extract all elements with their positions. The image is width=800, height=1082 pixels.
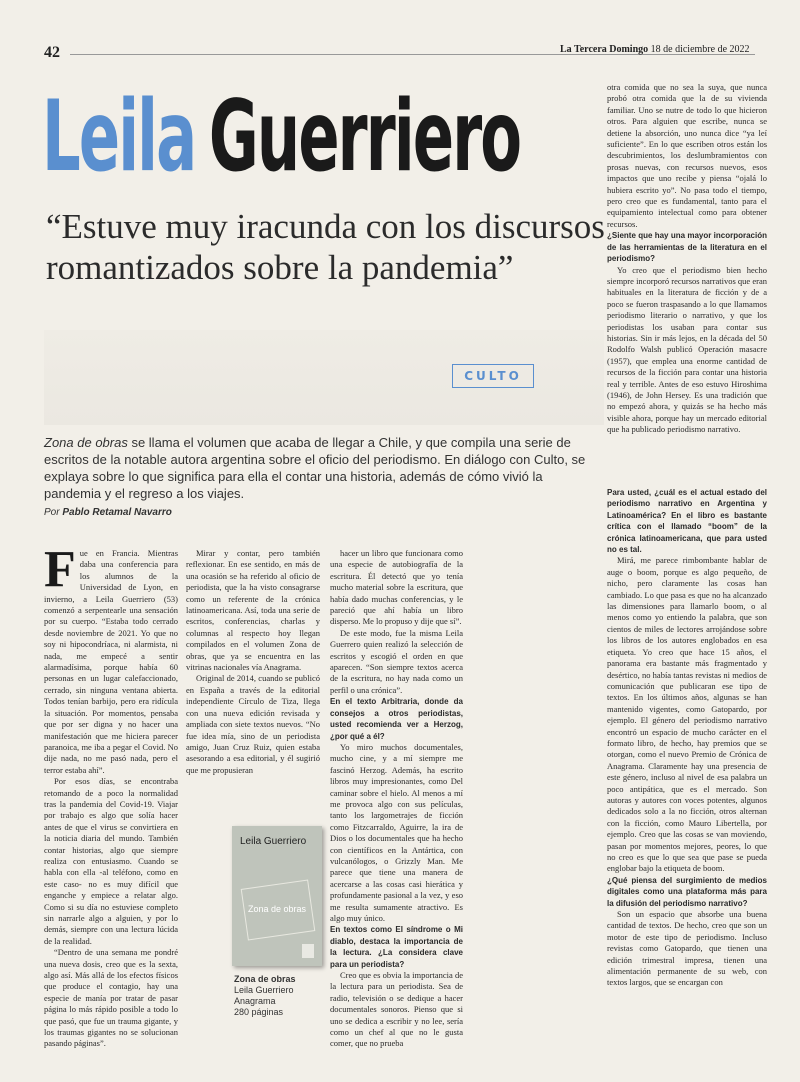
publication-name: La Tercera Domingo: [560, 44, 649, 55]
caption-author: Leila Guerriero: [234, 985, 294, 995]
column-4-upper: [607, 82, 767, 487]
interview-question: Para usted, ¿cuál es el actual estado del periodismo narrativo en Argentina y Latinoamérica? En el libro es bastante crítica con el llamado “boom” de la crónica latinoamericana, que para usted no es tal.: [607, 488, 767, 555]
book-cover-author: Leila Guerriero: [240, 836, 307, 847]
paragraph: Yo creo que el periodismo bien hecho siempre incorporó recursos narrativos que eran habituales en la literatura de ficción y de a poco se fueron traspasando a lo que llamamos periodismo literario o narrativo, y que los periodistas los usaban para contar sus historias. Sin ir más lejos, en la década del 50 Rodolfo Walsh publicó Operación masacre (1957), que emplea una enorme cantidad de recursos de la ficción para contar una historia real y terrible. Antes de eso estuvo Hiroshima (1946), de John Hersey. Es una tradición que no empezó ahora, y quizás se ha hecho más visible ahora, porque hay un mercado editorial que ha publicado periodismo narrativo.: [607, 264, 767, 435]
book-caption: [234, 974, 296, 1018]
book-cover-title: Zona de obras: [247, 904, 307, 914]
caption-title: Zona de obras: [234, 974, 296, 984]
masthead: [560, 44, 750, 55]
column-3: [330, 548, 463, 1049]
interview-question: ¿Siente que hay una mayor incorporación de las herramientas de la literatura en el periodismo?: [607, 231, 767, 264]
book-cover: [232, 826, 322, 966]
paragraph: Original de 2014, cuando se publicó en España a través de la editorial independiente Círculo de Tiza, llega con una nueva edición revisada y ampliada con siete textos nuevos. “No fue idea mía, sino de un periodista amigo, Juan Cruz Ruiz, quien estaba asesorando a esa editorial, y él sugirió que me propusieran: [186, 673, 320, 775]
first-name: Leila: [42, 80, 196, 194]
last-name: Guerriero: [208, 80, 521, 194]
byline-author: Pablo Retamal Navarro: [62, 507, 172, 518]
paragraph: “Dentro de una semana me pondré una nueva dosis, creo que es la sexta, algo así. Más allá de los efectos físicos que produce el contagio, hay una especie de manía por tratar de pasar página lo más rápido posible a todo lo que pasó, que fue un trauma gigante, y los traumas gigantes no se solucionan pasando páginas”.: [44, 947, 178, 1049]
paragraph: De este modo, fue la misma Leila Guerrero quien realizó la selección de escritos y escogió el orden en que aparecen. “Son siempre textos acerca de la escritura, no hay nada como un perfil o una crónica”.: [330, 627, 463, 695]
byline-prefix: Por: [44, 507, 60, 518]
column-4-lower: [607, 487, 767, 1022]
interview-question: En textos como El síndrome o Mi diablo, destaca la importancia de la lectura. ¿La considera clave para un periodista?: [330, 925, 463, 969]
caption-pages: 280 páginas: [234, 1007, 284, 1017]
paragraph: hacer un libro que funcionara como una especie de autobiografía de la escritura. Él detectó que yo tenía mucho material sobre la escritura, que había dado muchas conferencias, y le pareció que ahí había un libro disperso. Me lo propuso y dije que sí”.: [330, 548, 463, 627]
paragraph: Yo miro muchos documentales, mucho cine, y a mí siempre me fascinó Herzog. Además, ha escrito libros muy impresionantes, como Del caminar sobre el hielo. Al menos a mí me provoca algo con sus películas, tanto los largometrajes de ficción como Fitzcarraldo, Aguirre, la ira de Dios o los documentales que ha hecho con científicos en la Antártica, con vulcanólogos, o Grizzly Man. Me parece que tiene una manera de acercarse a las cosas casi hierática y profundamente pasional a la vez, y eso me resulta sumamente atractivo. Es algo muy único.: [330, 741, 463, 923]
lead-book-title: Zona de obras: [44, 435, 128, 450]
publisher-logo-icon: [302, 944, 314, 958]
paragraph: Creo que es obvia la importancia de la lectura para un periodista. Sea de radio, televisión o se dedique a hacer documentales sonoros. Pienso que si uno se dedica a escribir y no lee, sería como un chef al que no le gusta comer, que no prueba: [330, 970, 463, 1049]
interview-question: En el texto Arbitraria, donde da consejos a otros periodistas, usted recomienda ver a Herzog, ¿por qué a él?: [330, 697, 463, 741]
page-number: 42: [44, 44, 60, 61]
paragraph: otra comida que no sea la suya, que nunca probó otra comida que la de su vivienda familiar. Uno se nutre de todo lo que hicieron otros. Para alguien que escribe, nunca se detiene la absorción, uno nunca dice “ya leí suficiente”. En lo que escriben otros están los descubrimientos, los deslumbramientos con prosas nuevas, con recursos nuevos, esos impactos que uno recibe y piensa “ojalá lo hubiera escrito yo”. No pasa todo el tiempo, pero creo que es fundamental, tanto para el equipamiento intelectual como para obtener recursos.: [607, 82, 767, 229]
issue-date: 18 de diciembre de 2022: [650, 44, 750, 55]
column-2: [186, 548, 320, 818]
lead-text: se llama el volumen que acaba de llegar a Chile, y que compila una serie de escritos de la notable autora argentina sobre el oficio del periodismo. En diálogo con Culto, se explaya sobre lo que significa para ella el contar una historia, además de cómo vivió la pandemia y el regreso a los viajes.: [44, 435, 586, 501]
caption-publisher: Anagrama: [234, 996, 276, 1006]
column-1: [44, 541, 178, 1049]
section-tag: CULTO: [452, 364, 534, 388]
interview-question: ¿Qué piensa del surgimiento de medios digitales como una plataforma más para la difusión del periodismo narrativo?: [607, 875, 767, 908]
lead-paragraph: [44, 434, 596, 502]
paragraph: Son un espacio que absorbe una buena cantidad de textos. De hecho, creo que son un motor de este tipo de periodismo. Incluso revistas como Gatopardo, que tienen una edición trimestral impresa, tienen una alimentación permanente de su web, con textos largos, que se encargan con: [607, 909, 767, 988]
drop-cap: F: [44, 541, 76, 598]
byline: [44, 507, 172, 518]
subject-name: [42, 82, 520, 192]
paragraph: Mirar y contar, pero también reflexionar. En ese sentido, en más de una ocasión se ha referido al oficio de periodista, que la ha visto consagrarse como un referente de la crónica latinoamericana. Así, toda una serie de escritos, conferencias, charlas y columnas al respecto hoy llegan compilados en el volumen Zona de obras, que ya se encuentra en las vitrinas nacionales vía Anagrama.: [186, 548, 320, 673]
headline: “Estuve muy iracunda con los discursos romantizados sobre la pandemia”: [46, 207, 605, 287]
paragraph: Mirá, me parece rimbombante hablar de auge o boom, porque es algo pequeño, de nicho, pero claramente las cosas han cambiado. Lo que pasa es que no ha alcanzado las dimensiones para llamarlo boom, o al menos como yo entiendo la palabra, que son cientos de miles de lectores arrojándose sobre los libros de los autores englobados en esa etiqueta. Yo creo que hace 15 años, el panorama era bastante más fragmentado y desértico, no había tantas revistas ni medios de comunicación que publicaran ese tipo de textos. En los últimos años, algunas se han mantenido vigentes, como Gatopardo, por ejemplo. El género del periodismo narrativo encontró un espacio de mucho carácter en el formato libro, de hecho, hay premios que se otorgan, como el nuevo Premio de Crónica de Anagrama. Claramente hay una presencia de este género, incluso al nivel de esa palabra un poco antipática, que es el mercado. Son autoras y autores con voces potentes, algunos dedicados solo a la no ficción, otros alternan con la ficción, como Mauro Libertella, por ejemplo. Creo que las cosas se van moviendo, pasan por momentos mejores, peores, lo que no creo es que lo que sea que pase se pueda englobar bajo la etiqueta de boom.: [607, 555, 767, 874]
paragraph: Fue en Francia. Mientras daba una conferencia para los alumnos de la Universidad de Lyon, en invierno, a Leila Guerriero (53) comenzó a serpentearle una sensación por su cuerpo. “Estaba todo cerrado desde noviembre de 2021. Yo que no soy ni hipocondríaca, ni alarmista, ni nada, me empecé a sentir alarmadísima, porque había 60 personas en un lugar calefaccionado, cerrado, sin ninguna ventana abierta. Todos tenían barbijo, pero era ridícula la situación. Por momentos, pensaba que por ser digna y no hacer una manifestación que me hiciera parecer paranoica, me iba a pegar el Covid. No dije nada, no me pasó nada, pero el terror estaba ahí”.: [44, 541, 178, 775]
paragraph: Por esos días, se encontraba retomando de a poco la normalidad tras la pandemia del Covid-19. Viajar por trabajo es algo que solía hacer antes de que el virus se convirtiera en la noticia diaria del mundo. También contar historias, algo que siempre realiza con entusiasmo. Cuando se habla con ella -al teléfono, como en este caso- no es muy difícil que enganche y empiece a relatar algo. Como si su día no estuviese completo sin narrarle algo a alguien, y por lo demás, siempre con una lectura lúcida de la realidad.: [44, 776, 178, 946]
